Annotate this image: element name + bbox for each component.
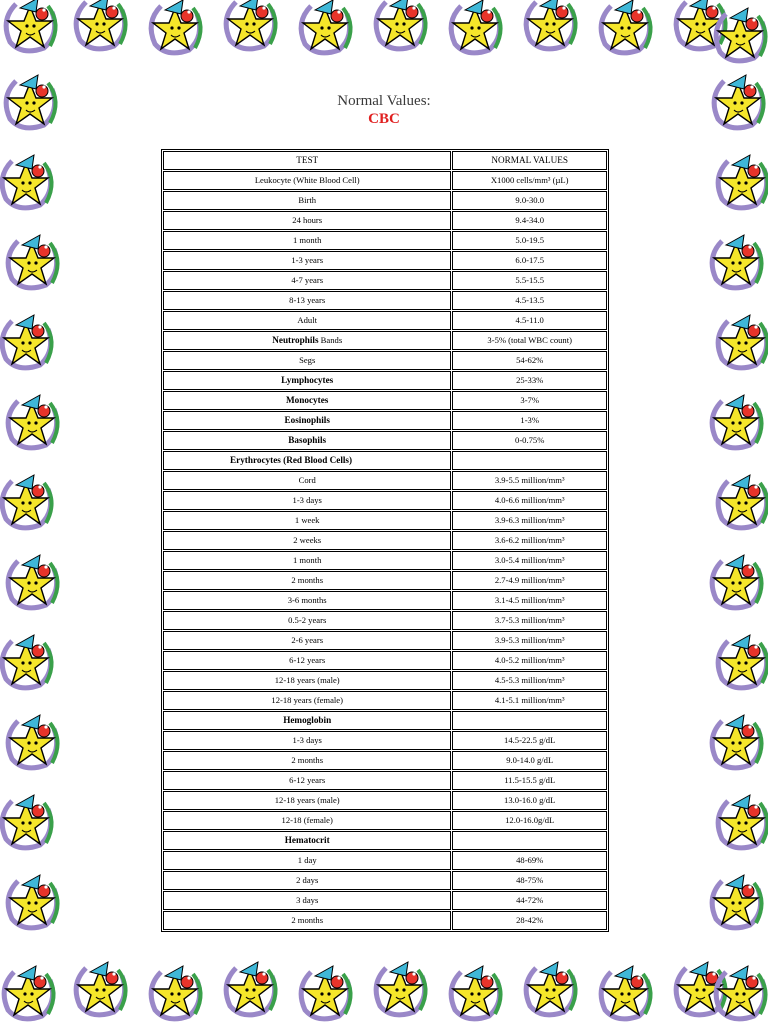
- test-cell: [163, 251, 451, 270]
- normal-value-cell: 11.5-15.5 g/dL: [452, 771, 607, 790]
- test-cell: [163, 271, 451, 290]
- normal-values-table: [161, 149, 609, 932]
- normal-value-cell: 48-69%: [452, 851, 607, 870]
- test-name-bold: Monocytes: [286, 394, 329, 405]
- table-row: [163, 371, 607, 390]
- test-cell: [163, 811, 451, 830]
- test-name-bold: Basophils: [288, 434, 327, 445]
- table-row: [163, 551, 607, 570]
- test-name: 1-3 days: [292, 495, 322, 506]
- column-header-normal-values: NORMAL VALUES: [452, 151, 607, 170]
- test-cell: [163, 311, 451, 330]
- normal-value-cell: [452, 711, 607, 730]
- normal-value-cell: 44-72%: [452, 891, 607, 910]
- table-row: [163, 871, 607, 890]
- test-cell: [163, 431, 451, 450]
- test-name: 12-18 (female): [281, 815, 333, 826]
- normal-value-cell: 3.7-5.3 million/mm³: [452, 611, 607, 630]
- test-name-bold: Neutrophils: [272, 334, 319, 345]
- normal-value-cell: 13.0-16.0 g/dL: [452, 791, 607, 810]
- normal-value-cell: X1000 cells/mm³ (µL): [452, 171, 607, 190]
- normal-value-cell: 9.0-14.0 g/dL: [452, 751, 607, 770]
- table-row: [163, 171, 607, 190]
- table-row: [163, 271, 607, 290]
- table-row: [163, 511, 607, 530]
- test-cell: [163, 751, 451, 770]
- normal-value-cell: 1-3%: [452, 411, 607, 430]
- test-name: 2 days: [296, 875, 319, 886]
- test-cell: [163, 671, 451, 690]
- test-name-bold: Eosinophils: [284, 414, 330, 425]
- table-row: [163, 611, 607, 630]
- table-row: [163, 851, 607, 870]
- test-name: 12-18 years (male): [274, 675, 340, 686]
- test-cell: [163, 611, 451, 630]
- table-row: [163, 731, 607, 750]
- table-row: [163, 651, 607, 670]
- normal-value-cell: 12.0-16.0g/dL: [452, 811, 607, 830]
- test-name-bold: Lymphocytes: [281, 374, 334, 385]
- test-cell: [163, 351, 451, 370]
- test-name: 1 month: [292, 235, 322, 246]
- normal-value-cell: 48-75%: [452, 871, 607, 890]
- test-cell: [163, 371, 451, 390]
- normal-value-cell: 3.6-6.2 million/mm³: [452, 531, 607, 550]
- test-name: 1 month: [292, 555, 322, 566]
- normal-value-cell: 5.0-19.5: [452, 231, 607, 250]
- test-cell: [163, 891, 451, 910]
- test-name: Bands: [318, 334, 343, 345]
- normal-value-cell: 0-0.75%: [452, 431, 607, 450]
- test-cell: [163, 191, 451, 210]
- page-subtitle: CBC: [368, 111, 400, 127]
- test-cell: [163, 551, 451, 570]
- table-row: [163, 231, 607, 250]
- test-name: 4-7 years: [291, 275, 324, 286]
- test-name: 2 weeks: [293, 535, 322, 546]
- normal-value-cell: 3-7%: [452, 391, 607, 410]
- table-row: [163, 791, 607, 810]
- test-name: Birth: [298, 195, 317, 206]
- table-row: [163, 771, 607, 790]
- normal-value-cell: 3.1-4.5 million/mm³: [452, 591, 607, 610]
- column-header-test: TEST: [163, 151, 451, 170]
- normal-value-cell: 4.1-5.1 million/mm³: [452, 691, 607, 710]
- table-row: [163, 251, 607, 270]
- normal-value-cell: [452, 831, 607, 850]
- test-cell: [163, 631, 451, 650]
- test-name: 1-3 days: [292, 735, 322, 746]
- test-name: Segs: [299, 355, 316, 366]
- test-name: 3-6 months: [287, 595, 327, 606]
- normal-value-cell: 2.7-4.9 million/mm³: [452, 571, 607, 590]
- page-title: Normal Values:: [337, 93, 431, 109]
- test-name: 12-18 years (male): [274, 795, 340, 806]
- test-cell: [163, 871, 451, 890]
- test-cell: [163, 471, 451, 490]
- test-name: 1-3 years: [291, 255, 324, 266]
- test-name-bold: Hemoglobin: [283, 714, 332, 725]
- table-row: [163, 431, 607, 450]
- table-row: [163, 571, 607, 590]
- test-cell: [163, 171, 451, 190]
- test-cell: [163, 511, 451, 530]
- normal-value-cell: 9.0-30.0: [452, 191, 607, 210]
- table-row: [163, 711, 607, 730]
- test-cell: [163, 691, 451, 710]
- table-row: [163, 311, 607, 330]
- test-cell: [163, 651, 451, 670]
- normal-value-cell: 4.0-6.6 million/mm³: [452, 491, 607, 510]
- table-row: [163, 911, 607, 930]
- normal-value-cell: 4.5-11.0: [452, 311, 607, 330]
- test-name: Leukocyte (White Blood Cell): [254, 175, 360, 186]
- normal-value-cell: 5.5-15.5: [452, 271, 607, 290]
- test-cell: [163, 591, 451, 610]
- test-cell: [163, 391, 451, 410]
- table-row: [163, 411, 607, 430]
- test-cell: [163, 711, 451, 730]
- test-cell: [163, 411, 451, 430]
- test-cell: [163, 531, 451, 550]
- test-cell: [163, 771, 451, 790]
- test-cell: [163, 291, 451, 310]
- test-name: 8-13 years: [289, 295, 326, 306]
- test-cell: [163, 911, 451, 930]
- normal-value-cell: 3-5% (total WBC count): [452, 331, 607, 350]
- normal-value-cell: 4.5-13.5: [452, 291, 607, 310]
- test-name-bold: Hematocrit: [284, 834, 330, 845]
- table-row: [163, 331, 607, 350]
- test-cell: [163, 731, 451, 750]
- normal-value-cell: 4.5-5.3 million/mm³: [452, 671, 607, 690]
- test-cell: [163, 231, 451, 250]
- test-name: 3 days: [296, 895, 319, 906]
- normal-value-cell: 3.9-5.3 million/mm³: [452, 631, 607, 650]
- table-row: [163, 451, 607, 470]
- table-row: [163, 631, 607, 650]
- test-name: 1 day: [297, 855, 317, 866]
- table-row: [163, 491, 607, 510]
- test-cell: [163, 451, 451, 470]
- table-row: [163, 531, 607, 550]
- normal-value-cell: 28-42%: [452, 911, 607, 930]
- normal-value-cell: 54-62%: [452, 351, 607, 370]
- normal-value-cell: [452, 451, 607, 470]
- table-row: [163, 391, 607, 410]
- normal-value-cell: 3.0-5.4 million/mm³: [452, 551, 607, 570]
- table-row: [163, 691, 607, 710]
- test-cell: [163, 851, 451, 870]
- test-cell: [163, 791, 451, 810]
- test-name: 2 months: [291, 575, 324, 586]
- table-row: [163, 811, 607, 830]
- normal-value-cell: 14.5-22.5 g/dL: [452, 731, 607, 750]
- test-cell: [163, 211, 451, 230]
- table-row: [163, 351, 607, 370]
- table-row: [163, 591, 607, 610]
- test-name: 2-6 years: [291, 635, 324, 646]
- test-cell: [163, 571, 451, 590]
- test-name: 12-18 years (female): [271, 695, 343, 706]
- normal-value-cell: 3.9-6.3 million/mm³: [452, 511, 607, 530]
- normal-value-cell: 9.4-34.0: [452, 211, 607, 230]
- test-name: 6-12 years: [289, 655, 326, 666]
- table-row: [163, 891, 607, 910]
- table-row: [163, 831, 607, 850]
- test-name: 2 months: [291, 915, 324, 926]
- test-name-bold: Erythrocytes (Red Blood Cells): [230, 454, 353, 465]
- normal-value-cell: 4.0-5.2 million/mm³: [452, 651, 607, 670]
- test-name: Cord: [298, 475, 316, 486]
- test-cell: [163, 491, 451, 510]
- table-row: [163, 471, 607, 490]
- table-row: [163, 751, 607, 770]
- table-header-row: [163, 151, 607, 170]
- normal-value-cell: 25-33%: [452, 371, 607, 390]
- test-cell: [163, 831, 451, 850]
- normal-value-cell: 3.9-5.5 million/mm³: [452, 471, 607, 490]
- table-row: [163, 291, 607, 310]
- test-name: 2 months: [291, 755, 324, 766]
- test-name: 6-12 years: [289, 775, 326, 786]
- test-name: 1 week: [294, 515, 320, 526]
- test-name: Adult: [297, 315, 317, 326]
- test-name: 0.5-2 years: [288, 615, 327, 626]
- table-row: [163, 211, 607, 230]
- test-cell: [163, 331, 451, 350]
- test-name: 24 hours: [292, 215, 323, 226]
- table-row: [163, 191, 607, 210]
- table-row: [163, 671, 607, 690]
- normal-value-cell: 6.0-17.5: [452, 251, 607, 270]
